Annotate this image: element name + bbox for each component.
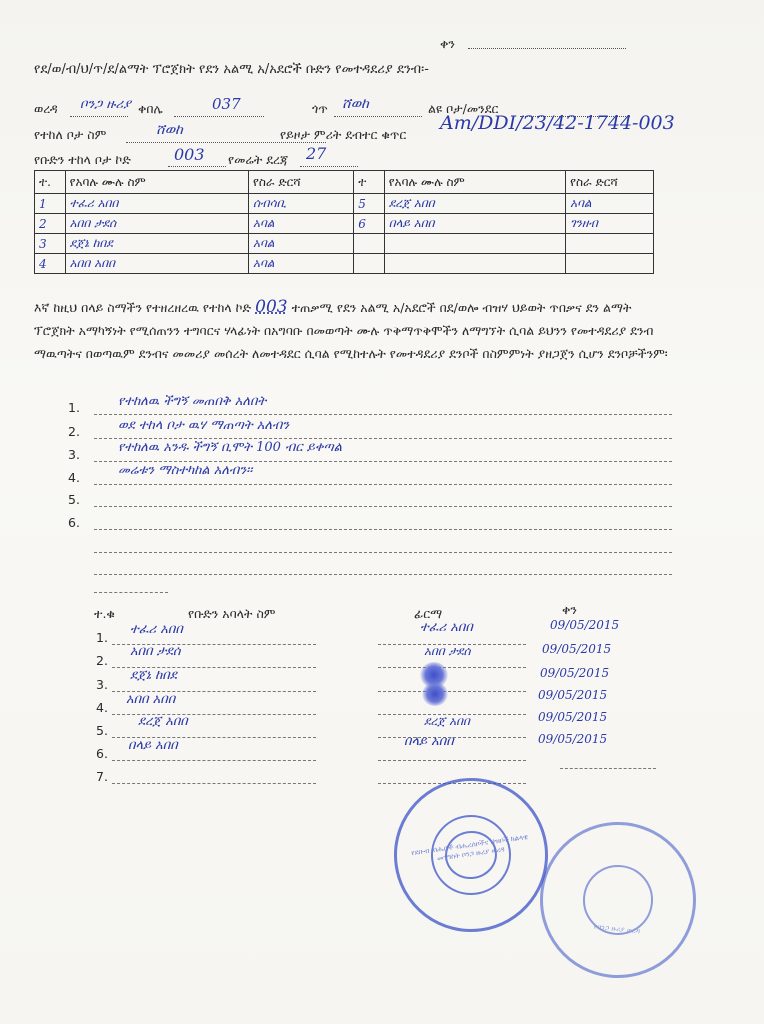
- fingerprint-mark: [422, 682, 448, 706]
- date-line: [468, 48, 626, 49]
- col-role-left: የስራ ድርሻ: [248, 171, 353, 194]
- sig-header-num: ተ.ቁ: [94, 606, 115, 621]
- sig-row-signature: ደረጀ አበበ: [424, 714, 470, 728]
- sig-header-name: የቡድን አባላት ስም: [188, 606, 276, 621]
- sig-row-name: ተፈሪ አበበ: [130, 622, 183, 637]
- paragraph-part1: እኛ ከዚህ በላይ ስማችን የተዘረዘረዉ የተከላ ኮድ: [34, 300, 252, 315]
- plot-code-label: የቡድን ተከላ ቦታ ኮድ: [34, 152, 131, 167]
- sig-row-num: 7.: [96, 769, 108, 784]
- kebele-label: ቀበሌ: [138, 101, 163, 116]
- paragraph-code: 003: [255, 297, 288, 317]
- rule-number: 5.: [68, 492, 80, 507]
- sig-row-name: ደጀኔ ከበደ: [130, 668, 177, 683]
- plot-code-value: 003: [174, 145, 205, 164]
- got-value: ሸወከ: [342, 96, 369, 112]
- cert-value: Am/DDI/23/42-1744-003: [440, 112, 675, 134]
- sig-row-num: 2.: [96, 653, 108, 668]
- paragraph-part2: ተጠቃሚ የደን አልሚ አ/አደሮች በደ/ወሎ ብዝሃ ህይወት ጥበቃና ደን ልማት ፕሮጀክት አማካኝነት የሚሰጠንን ተግባርና ሃላፊነት በአግባቡ በመወጣት ሙሉ ጥቅማጥቅሞችን ለማግኘት ሲባል ይህንን የመተዳደሪያ ደንብ ማዉጣትና በወጣዉም ደንብና መመሪያ መሰረት ለመተዳደር ሲባል የሚከተሉት የመተዳደሪያ ደንቦች በስምምነት ያዘጋጀን ሲሆን ደንቦቻችንም፡: [34, 300, 668, 361]
- sig-row-num: 3.: [96, 677, 108, 692]
- members-table: [34, 170, 654, 274]
- sig-row-signature: በላይ አበበ: [404, 734, 454, 749]
- col-name-right: የአባሉ ሙሉ ስም: [384, 171, 565, 194]
- sig-row-name: ደረጀ አበበ: [138, 714, 188, 729]
- official-stamp: [384, 768, 558, 942]
- sig-row-num: 1.: [96, 630, 108, 645]
- rule-number: 4.: [68, 470, 80, 485]
- table-row: 1 ተፈሪ አበበ ሰብሳቢ 5 ደረጀ አበበ አባል: [35, 194, 654, 214]
- sig-row-date: 09/05/2015: [540, 666, 610, 680]
- sig-row-num: 4.: [96, 700, 108, 715]
- table-row: 4 አበበ አበበ አባል: [35, 254, 654, 274]
- sig-row-signature: ተፈሪ አበበ: [420, 620, 473, 635]
- rule-number: 3.: [68, 447, 80, 462]
- bylaw-intro-paragraph: [34, 296, 674, 365]
- sig-row-name: በላይ አበበ: [128, 738, 178, 753]
- col-no-right: ተ: [354, 171, 385, 194]
- rule-text: የተከለዉ ችግኝ መጠበቅ አለበት: [118, 394, 267, 409]
- wereda-value: ቦንጋ ዙሪያ: [80, 97, 132, 112]
- sig-row-name: አበበ ታደሰ: [130, 644, 181, 659]
- sig-row-date: 09/05/2015: [538, 710, 608, 724]
- table-row: 2 አበበ ታደሰ አባል 6 በላይ አበበ ገንዘብ: [35, 214, 654, 234]
- site-value: ሸወከ: [156, 122, 183, 138]
- rule-text: የተከለዉ አንዱ ችግኝ ቢሞት 100 ብር ይቀጣል: [118, 440, 342, 455]
- sig-row-date: 09/05/2015: [538, 688, 608, 702]
- rule-text: ወደ ተከላ ቦታ ዉሃ ማጠጣት አለብን: [118, 418, 290, 433]
- rule-text: መሬቱን ማስተካከል አለብን፡፡: [118, 463, 253, 478]
- document-title: የደ/ወ/ብ/ህ/ጥ/ደ/ልማት ፕሮጀክት የደን አልሚ አ/አደሮች ቡድን የመተዳደሪያ ደንብ፡-: [34, 62, 429, 77]
- col-role-right: የስራ ድርሻ: [566, 171, 654, 194]
- members-table-header: [35, 171, 654, 194]
- table-row: 3 ደጀኔ ከበደ አባል: [35, 234, 654, 254]
- sig-row-signature: አበበ ታደሰ: [424, 644, 471, 658]
- rule-number: 1.: [68, 400, 80, 415]
- wereda-label: ወረዳ: [34, 101, 58, 116]
- site-label: የተከለ ቦታ ስም: [34, 127, 107, 142]
- kebele-value: 037: [212, 95, 241, 113]
- cert-label: የይዞታ ምሪት ደብተር ቁጥር: [280, 127, 407, 142]
- grade-value: 27: [306, 144, 327, 163]
- sig-row-num: 5.: [96, 723, 108, 738]
- stamp-text: የቦንጋ ዙሪያ ወረዳ: [593, 922, 641, 936]
- col-no-left: ተ.: [35, 171, 66, 194]
- stamp-text: የደቡብ ብሔሮች ብሔረሰቦችና ህዝቦች ክልላዊ መንግስት ቦንጋ ዙሪያ ወረዳ: [410, 832, 529, 863]
- sig-header-signature: ፊርማ: [414, 606, 443, 621]
- got-label: ጎጥ: [312, 101, 328, 116]
- sig-row-date: 09/05/2015: [538, 732, 608, 746]
- sig-row-num: 6.: [96, 746, 108, 761]
- date-label: ቀን: [440, 36, 455, 51]
- rule-number: 6.: [68, 515, 80, 530]
- sig-row-name: አበበ አበበ: [126, 692, 176, 707]
- grade-label: የመሬት ደረጃ: [228, 152, 289, 167]
- rule-number: 2.: [68, 424, 80, 439]
- place-label: ልዩ ቦታ/መንደር: [428, 101, 499, 116]
- col-name-left: የአባሉ ሙሉ ስም: [65, 171, 248, 194]
- official-stamp: [532, 814, 703, 985]
- sig-header-date: ቀን: [562, 602, 577, 617]
- sig-row-date: 09/05/2015: [542, 642, 612, 656]
- sig-row-date: 09/05/2015: [550, 618, 620, 632]
